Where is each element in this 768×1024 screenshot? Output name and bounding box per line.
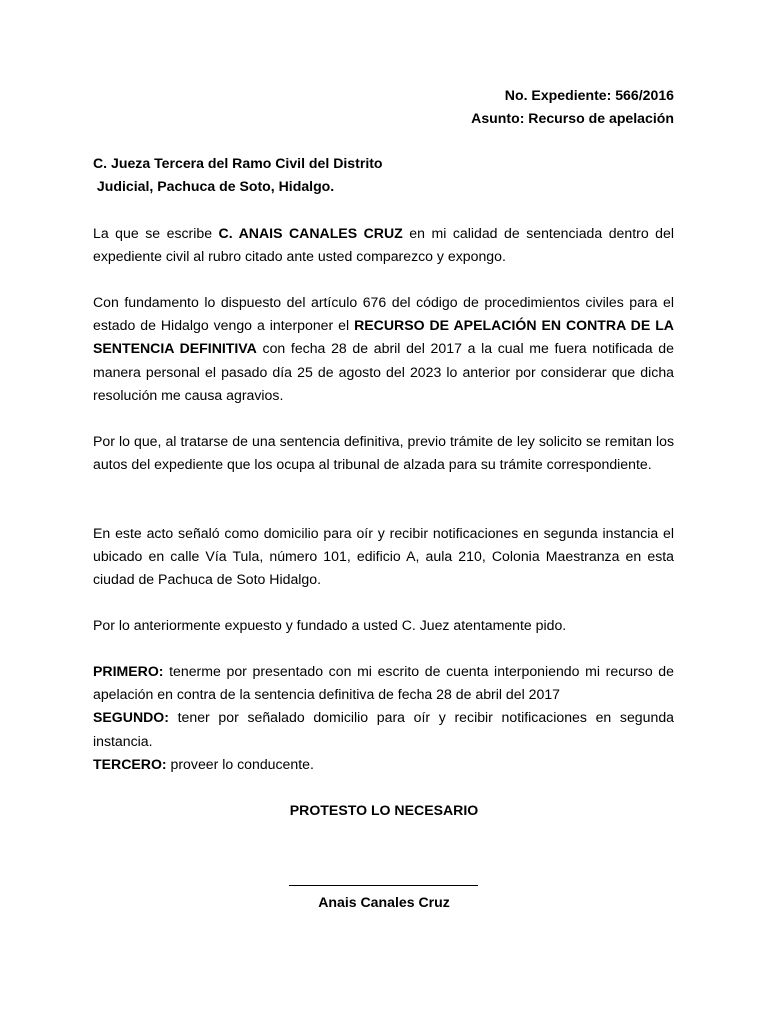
signature-name: Anais Canales Cruz [318,894,450,910]
segundo-label: SEGUNDO: [93,709,169,726]
intro-post: en mi calidad de sentenciada dentro del expediente civil al rubro citado ante usted comparezco y expongo. [93,225,674,265]
intro-name: C. ANAIS CANALES CRUZ [218,225,403,241]
fundamento-pre: Con fundamento lo dispuesto del artículo 676 del código de procedimientos civiles para el estado de Hidalgo vengo a interponer el [93,294,674,334]
punto-tercero [93,753,674,776]
protesto-heading: PROTESTO LO NECESARIO [289,802,479,818]
fundamento-paragraph [93,291,674,407]
primero-label: PRIMERO: [93,663,164,679]
punto-primero [93,660,674,706]
addressee [93,152,674,198]
fundamento-bold: RECURSO DE APELACIÓN EN CONTRA DE LA SENTENCIA DEFINITIVA [93,317,674,357]
signature-line [289,885,478,886]
puntos-petitorios [93,660,674,776]
addressee-line-1: C. Jueza Tercera del Ramo Civil del Distrito [93,155,383,171]
intro-pre: La que se escribe [93,225,219,241]
punto-segundo [93,706,674,752]
primero-text: tenerme por presentado con mi escrito de cuenta interponiendo mi recurso de apelación en contra de la sentencia definitiva de fecha 28 de abril del 2017 [93,663,674,703]
remision-paragraph: Por lo que, al tratarse de una sentencia definitiva, previo trámite de ley solicito se remitan los autos del expediente que los ocupa al tribunal de alzada para su trámite correspondiente. [93,433,674,473]
expediente-number: No. Expediente: 566/2016 [504,87,674,103]
fundamento-post: con fecha 28 de abril del 2017 a la cual me fuera notificada de manera personal el pasado día 25 de agosto del 2023 lo anterior por considerar que dicha resolución me causa agravios. [93,340,674,403]
domicilio-paragraph: En este acto señaló como domicilio para oír y recibir notificaciones en segunda instancia el ubicado en calle Vía Tula, número 101, edificio A, aula 210, Colonia Maestranza en esta ciudad de Pachuca de Soto Hidalgo. [93,525,674,588]
addressee-line-2: Judicial, Pachuca de Soto, Hidalgo. [93,178,335,195]
segundo-text: tener por señalado domicilio para oír y recibir notificaciones en segunda instancia. [93,709,674,749]
intro-paragraph [93,222,674,268]
tercero-label: TERCERO: [93,755,167,772]
asunto-line: Asunto: Recurso de apelación [471,110,674,126]
tercero-text: proveer lo conducente. [166,755,314,772]
peticion-paragraph: Por lo anteriormente expuesto y fundado a usted C. Juez atentamente pido. [93,617,567,633]
